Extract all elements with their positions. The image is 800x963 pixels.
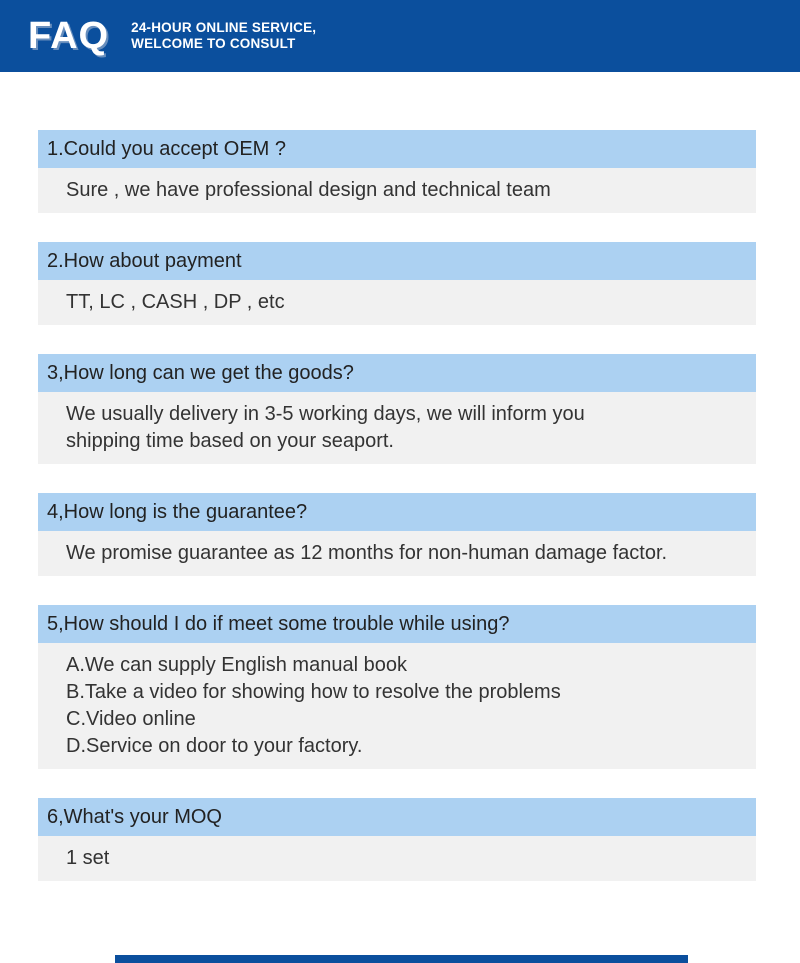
faq-answer-5-line-4: D.Service on door to your factory. bbox=[66, 735, 363, 757]
faq-answer-4-line-1: We promise guarantee as 12 months for non-human damage factor. bbox=[66, 542, 668, 564]
faq-subtitle-line2: WELCOME TO CONSULT bbox=[131, 36, 296, 51]
faq-answer-6 bbox=[38, 836, 756, 881]
faq-title: FAQ bbox=[28, 15, 110, 57]
faq-question-6: 6,What's your MOQ bbox=[38, 798, 756, 836]
faq-header-banner bbox=[0, 0, 800, 72]
faq-answer-5-line-1: A.We can supply English manual book bbox=[66, 654, 407, 676]
faq-answer-5 bbox=[38, 643, 756, 769]
faq-answer-5-line-2: B.Take a video for showing how to resolve the problems bbox=[66, 681, 561, 703]
faq-question-3: 3,How long can we get the goods? bbox=[38, 354, 756, 392]
faq-item-6 bbox=[38, 798, 756, 881]
faq-item-1 bbox=[38, 130, 756, 213]
faq-answer-6-line-1: 1 set bbox=[66, 847, 110, 869]
faq-subtitle bbox=[131, 20, 316, 52]
faq-subtitle-line1: 24-HOUR ONLINE SERVICE, bbox=[131, 20, 317, 35]
faq-answer-3 bbox=[38, 392, 756, 464]
faq-item-3 bbox=[38, 354, 756, 464]
faq-answer-3-line-2: shipping time based on your seaport. bbox=[66, 430, 394, 452]
faq-item-2 bbox=[38, 242, 756, 325]
faq-answer-2 bbox=[38, 280, 756, 325]
faq-answer-5-line-3: C.Video online bbox=[66, 708, 196, 730]
faq-answer-2-line-1: TT, LC , CASH , DP , etc bbox=[66, 291, 285, 313]
faq-answer-3-line-1: We usually delivery in 3-5 working days, we will inform you bbox=[66, 403, 585, 425]
faq-question-4: 4,How long is the guarantee? bbox=[38, 493, 756, 531]
faq-item-4 bbox=[38, 493, 756, 576]
faq-item-5 bbox=[38, 605, 756, 769]
faq-answer-1 bbox=[38, 168, 756, 213]
faq-answer-4 bbox=[38, 531, 756, 576]
faq-answer-1-line-1: Sure , we have professional design and technical team bbox=[66, 179, 551, 201]
faq-question-2: 2.How about payment bbox=[38, 242, 756, 280]
next-section-divider-bar bbox=[115, 955, 688, 963]
faq-question-1: 1.Could you accept OEM ? bbox=[38, 130, 756, 168]
faq-list bbox=[38, 130, 756, 910]
faq-question-5: 5,How should I do if meet some trouble while using? bbox=[38, 605, 756, 643]
